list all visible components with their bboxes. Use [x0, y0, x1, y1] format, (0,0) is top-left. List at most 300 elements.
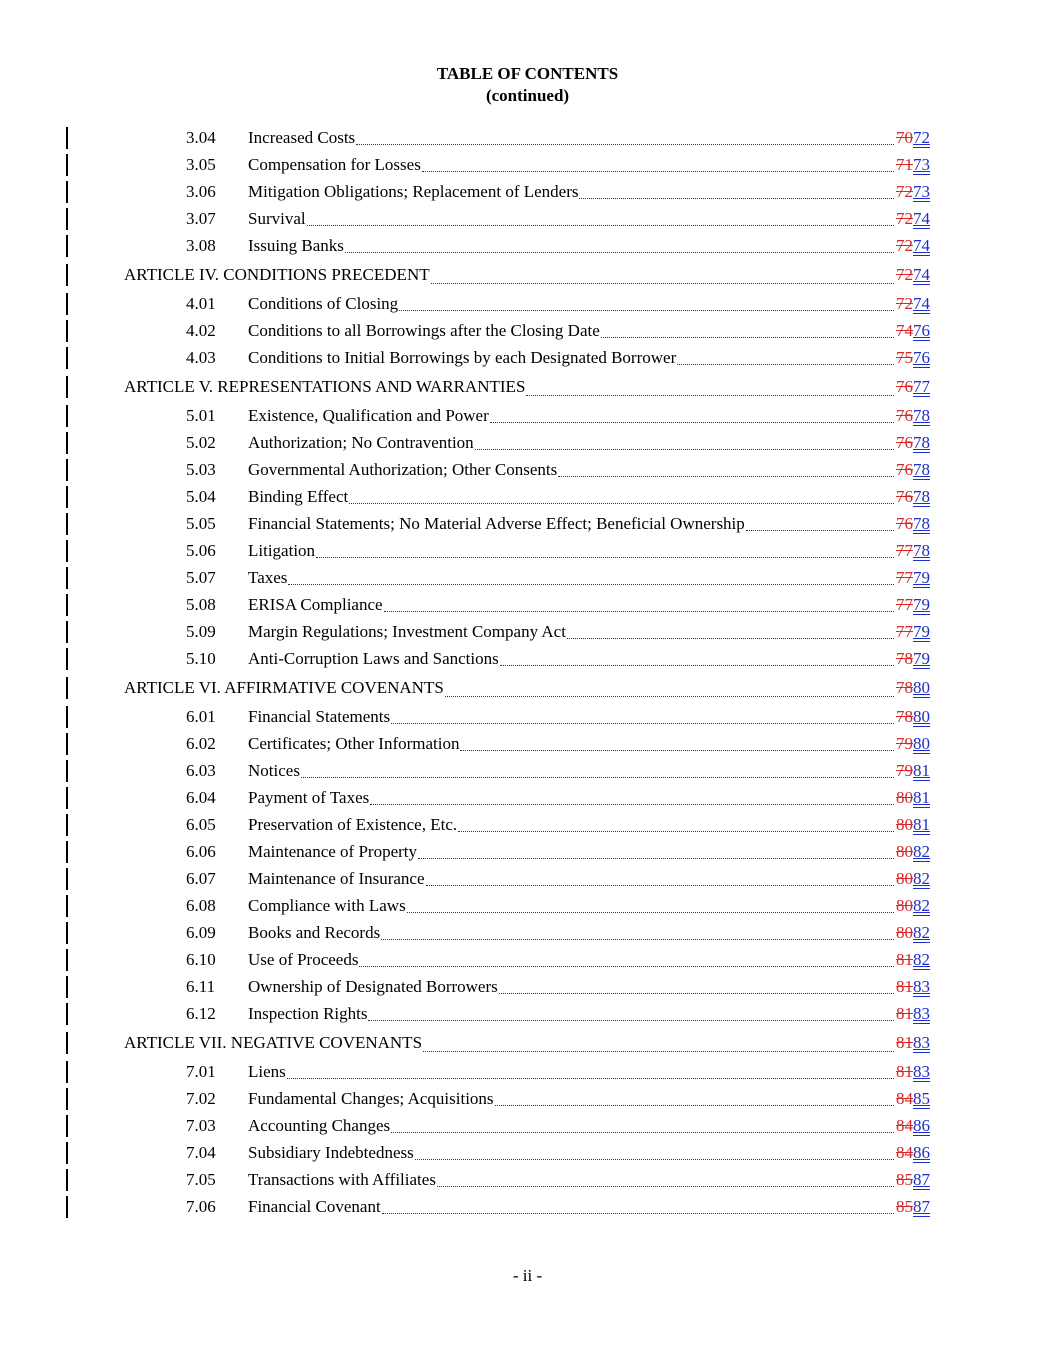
- toc-entry: [248, 1112, 1055, 1139]
- section-title[interactable]: Compliance with Laws: [248, 896, 406, 915]
- section-title[interactable]: Use of Proceeds: [248, 950, 359, 969]
- dot-leader: [391, 1132, 894, 1133]
- toc-section-row[interactable]: [0, 838, 1055, 865]
- toc-section-row[interactable]: [0, 429, 1055, 456]
- dot-leader: [495, 1105, 894, 1106]
- inserted-page-number[interactable]: 76: [913, 321, 930, 340]
- page-reference: [896, 1027, 930, 1058]
- section-title[interactable]: Financial Covenant: [248, 1197, 381, 1216]
- inserted-page-number[interactable]: 73: [913, 155, 930, 174]
- section-number: 6.04: [186, 788, 216, 807]
- page-reference: [896, 344, 930, 371]
- section-number: 4.02: [186, 321, 216, 340]
- toc-entry: [248, 730, 1055, 757]
- toc-entry: [248, 591, 1055, 618]
- deleted-page-number: 80: [896, 869, 913, 888]
- inserted-page-number[interactable]: 82: [913, 923, 930, 942]
- toc-article-row[interactable]: [0, 371, 1055, 402]
- toc-section-row[interactable]: [0, 645, 1055, 672]
- inserted-page-number[interactable]: 74: [913, 236, 930, 255]
- change-bar: [66, 949, 68, 971]
- toc-entry: [248, 892, 1055, 919]
- page-reference: [896, 784, 930, 811]
- section-number: 3.06: [186, 182, 216, 201]
- section-number: 6.09: [186, 923, 216, 942]
- dot-leader: [370, 804, 894, 805]
- toc-section-row[interactable]: [0, 1058, 1055, 1085]
- toc-section-row[interactable]: [0, 973, 1055, 1000]
- page-reference: [896, 483, 930, 510]
- dot-leader: [526, 395, 894, 396]
- deleted-page-number: 76: [896, 433, 913, 452]
- toc-section-row[interactable]: [0, 703, 1055, 730]
- section-title[interactable]: Increased Costs: [248, 128, 356, 147]
- page-reference: [896, 1112, 930, 1139]
- toc-section-row[interactable]: [0, 344, 1055, 371]
- inserted-page-number[interactable]: 82: [913, 950, 930, 969]
- deleted-page-number: 72: [896, 294, 913, 313]
- toc-entry: [248, 757, 1055, 784]
- inserted-page-number[interactable]: 79: [913, 595, 930, 614]
- page-reference: [896, 946, 930, 973]
- deleted-page-number: 84: [896, 1116, 913, 1135]
- page-reference: [896, 1193, 930, 1220]
- page-reference: [896, 205, 930, 232]
- deleted-page-number: 76: [896, 406, 913, 425]
- deleted-page-number: 74: [896, 321, 913, 340]
- dot-leader: [349, 503, 894, 504]
- page-reference: [896, 703, 930, 730]
- inserted-page-number[interactable]: 78: [913, 487, 930, 506]
- toc-list: [0, 124, 1055, 1220]
- section-number: 6.10: [186, 950, 216, 969]
- change-bar: [66, 540, 68, 562]
- toc-entry: [248, 317, 1055, 344]
- section-number: 4.03: [186, 348, 216, 367]
- inserted-page-number[interactable]: 81: [913, 815, 930, 834]
- inserted-page-number[interactable]: 78: [913, 541, 930, 560]
- toc-section-row[interactable]: [0, 1193, 1055, 1220]
- section-number: 6.01: [186, 707, 216, 726]
- deleted-page-number: 81: [896, 1033, 913, 1052]
- page-reference: [896, 865, 930, 892]
- toc-section-row[interactable]: [0, 151, 1055, 178]
- dot-leader: [345, 252, 894, 253]
- section-title[interactable]: Inspection Rights: [248, 1004, 368, 1023]
- toc-entry: [248, 178, 1055, 205]
- section-number: 6.07: [186, 869, 216, 888]
- dot-leader: [399, 310, 894, 311]
- page-reference: [896, 1058, 930, 1085]
- section-title[interactable]: Litigation: [248, 541, 316, 560]
- page-reference: [896, 124, 930, 151]
- inserted-page-number[interactable]: 78: [913, 514, 930, 533]
- deleted-page-number: 72: [896, 209, 913, 228]
- section-title[interactable]: Anti-Corruption Laws and Sanctions: [248, 649, 499, 668]
- toc-section-row[interactable]: [0, 811, 1055, 838]
- dot-leader: [368, 1020, 894, 1021]
- section-number: 6.06: [186, 842, 216, 861]
- dot-leader: [391, 723, 894, 724]
- toc-entry: [248, 973, 1055, 1000]
- toc-section-row[interactable]: [0, 919, 1055, 946]
- article-title[interactable]: ARTICLE IV. CONDITIONS PRECEDENT: [124, 265, 430, 284]
- dot-leader: [288, 584, 894, 585]
- deleted-page-number: 76: [896, 514, 913, 533]
- section-title[interactable]: Existence, Qualification and Power: [248, 406, 489, 425]
- change-bar: [66, 1003, 68, 1025]
- change-bar: [66, 264, 68, 286]
- section-title[interactable]: ERISA Compliance: [248, 595, 383, 614]
- toc-entry: [248, 205, 1055, 232]
- toc-section-row[interactable]: [0, 456, 1055, 483]
- change-bar: [66, 677, 68, 699]
- section-number: 3.04: [186, 128, 216, 147]
- toc-entry: [124, 259, 1055, 290]
- inserted-page-number[interactable]: 87: [913, 1197, 930, 1216]
- change-bar: [66, 293, 68, 315]
- toc-section-row[interactable]: [0, 1139, 1055, 1166]
- toc-section-row[interactable]: [0, 124, 1055, 151]
- inserted-page-number[interactable]: 74: [913, 265, 930, 284]
- page-reference: [896, 645, 930, 672]
- section-title[interactable]: Payment of Taxes: [248, 788, 370, 807]
- toc-section-row[interactable]: [0, 946, 1055, 973]
- toc-entry: [248, 564, 1055, 591]
- dot-leader: [500, 665, 894, 666]
- section-title[interactable]: Certificates; Other Information: [248, 734, 460, 753]
- toc-entry: [248, 838, 1055, 865]
- section-number: 5.04: [186, 487, 216, 506]
- toc-section-row[interactable]: [0, 892, 1055, 919]
- page-reference: [896, 973, 930, 1000]
- section-number: 3.07: [186, 209, 216, 228]
- change-bar: [66, 513, 68, 535]
- change-bar: [66, 1169, 68, 1191]
- deleted-page-number: 85: [896, 1197, 913, 1216]
- section-title[interactable]: Fundamental Changes; Acquisitions: [248, 1089, 494, 1108]
- section-number: 6.03: [186, 761, 216, 780]
- inserted-page-number[interactable]: 74: [913, 294, 930, 313]
- toc-section-row[interactable]: [0, 1166, 1055, 1193]
- dot-leader: [423, 1051, 894, 1052]
- inserted-page-number[interactable]: 83: [913, 1033, 930, 1052]
- page-reference: [896, 672, 930, 703]
- toc-entry: [248, 232, 1055, 259]
- section-title[interactable]: Accounting Changes: [248, 1116, 391, 1135]
- page-reference: [896, 151, 930, 178]
- section-number: 7.04: [186, 1143, 216, 1162]
- toc-section-row[interactable]: [0, 510, 1055, 537]
- section-title[interactable]: Issuing Banks: [248, 236, 344, 255]
- dot-leader: [407, 912, 894, 913]
- toc-section-row[interactable]: [0, 618, 1055, 645]
- section-title[interactable]: Taxes: [248, 568, 288, 587]
- page-reference: [896, 232, 930, 259]
- section-number: 7.02: [186, 1089, 216, 1108]
- toc-entry: [248, 645, 1055, 672]
- change-bar: [66, 376, 68, 398]
- inserted-page-number[interactable]: 79: [913, 568, 930, 587]
- page-reference: [896, 919, 930, 946]
- section-title[interactable]: Conditions to Initial Borrowings by each Designated Borrower: [248, 348, 677, 367]
- section-title[interactable]: Governmental Authorization; Other Consents: [248, 460, 558, 479]
- inserted-page-number[interactable]: 80: [913, 707, 930, 726]
- section-number: 5.06: [186, 541, 216, 560]
- toc-section-row[interactable]: [0, 784, 1055, 811]
- inserted-page-number[interactable]: 85: [913, 1089, 930, 1108]
- inserted-page-number[interactable]: 87: [913, 1170, 930, 1189]
- section-title[interactable]: Compensation for Losses: [248, 155, 421, 174]
- page-reference: [896, 402, 930, 429]
- change-bar: [66, 127, 68, 149]
- deleted-page-number: 71: [896, 155, 913, 174]
- dot-leader: [475, 449, 894, 450]
- dot-leader: [359, 966, 894, 967]
- section-title[interactable]: Liens: [248, 1062, 286, 1081]
- section-title[interactable]: Survival: [248, 209, 306, 228]
- toc-entry: [248, 784, 1055, 811]
- dot-leader: [499, 993, 894, 994]
- dot-leader: [558, 476, 894, 477]
- section-number: 7.06: [186, 1197, 216, 1216]
- section-title[interactable]: Margin Regulations; Investment Company Act: [248, 622, 566, 641]
- toc-section-row[interactable]: [0, 1085, 1055, 1112]
- deleted-page-number: 80: [896, 815, 913, 834]
- change-bar: [66, 706, 68, 728]
- change-bar: [66, 1115, 68, 1137]
- section-title[interactable]: Transactions with Affiliates: [248, 1170, 436, 1189]
- change-bar: [66, 1196, 68, 1218]
- change-bar: [66, 922, 68, 944]
- toc-section-row[interactable]: [0, 483, 1055, 510]
- section-title[interactable]: Preservation of Existence, Etc.: [248, 815, 458, 834]
- change-bar: [66, 814, 68, 836]
- section-title[interactable]: Conditions to all Borrowings after the Closing Date: [248, 321, 600, 340]
- toc-entry: [248, 1193, 1055, 1220]
- dot-leader: [415, 1159, 894, 1160]
- change-bar: [66, 486, 68, 508]
- inserted-page-number[interactable]: 82: [913, 842, 930, 861]
- inserted-page-number[interactable]: 83: [913, 1062, 930, 1081]
- deleted-page-number: 77: [896, 541, 913, 560]
- toc-section-row[interactable]: [0, 178, 1055, 205]
- section-number: 6.11: [186, 977, 216, 996]
- dot-leader: [418, 858, 894, 859]
- dot-leader: [458, 831, 894, 832]
- inserted-page-number[interactable]: 83: [913, 977, 930, 996]
- section-title[interactable]: Maintenance of Property: [248, 842, 417, 861]
- change-bar: [66, 621, 68, 643]
- section-title[interactable]: Books and Records: [248, 923, 381, 942]
- inserted-page-number[interactable]: 79: [913, 649, 930, 668]
- inserted-page-number[interactable]: 74: [913, 209, 930, 228]
- section-number: 7.03: [186, 1116, 216, 1135]
- change-bar: [66, 208, 68, 230]
- toc-entry: [248, 618, 1055, 645]
- inserted-page-number[interactable]: 81: [913, 788, 930, 807]
- toc-entry: [248, 483, 1055, 510]
- page-reference: [896, 591, 930, 618]
- deleted-page-number: 78: [896, 678, 913, 697]
- toc-entry: [248, 290, 1055, 317]
- page-reference: [896, 1139, 930, 1166]
- inserted-page-number[interactable]: 78: [913, 460, 930, 479]
- change-bar: [66, 405, 68, 427]
- change-bar: [66, 895, 68, 917]
- dot-leader: [287, 1078, 894, 1079]
- section-title[interactable]: Authorization; No Contravention: [248, 433, 474, 452]
- toc-entry: [248, 402, 1055, 429]
- deleted-page-number: 78: [896, 707, 913, 726]
- toc-section-row[interactable]: [0, 232, 1055, 259]
- deleted-page-number: 80: [896, 896, 913, 915]
- change-bar: [66, 432, 68, 454]
- change-bar: [66, 787, 68, 809]
- section-title[interactable]: Binding Effect: [248, 487, 349, 506]
- change-bar: [66, 320, 68, 342]
- inserted-page-number[interactable]: 78: [913, 433, 930, 452]
- toc-entry: [248, 919, 1055, 946]
- dot-leader: [381, 939, 894, 940]
- dot-leader: [426, 885, 894, 886]
- page-reference: [896, 510, 930, 537]
- section-number: 4.01: [186, 294, 216, 313]
- inserted-page-number[interactable]: 76: [913, 348, 930, 367]
- toc-section-row[interactable]: [0, 564, 1055, 591]
- page-reference: [896, 317, 930, 344]
- toc-entry: [248, 865, 1055, 892]
- section-number: 7.05: [186, 1170, 216, 1189]
- deleted-page-number: 77: [896, 595, 913, 614]
- page-reference: [896, 178, 930, 205]
- dot-leader: [307, 225, 894, 226]
- page-reference: [896, 1166, 930, 1193]
- section-title[interactable]: Ownership of Designated Borrowers: [248, 977, 498, 996]
- change-bar: [66, 235, 68, 257]
- dot-leader: [382, 1213, 894, 1214]
- inserted-page-number[interactable]: 82: [913, 869, 930, 888]
- toc-section-row[interactable]: [0, 290, 1055, 317]
- toc-section-row[interactable]: [0, 537, 1055, 564]
- toc-section-row[interactable]: [0, 865, 1055, 892]
- page-reference: [896, 1000, 930, 1027]
- deleted-page-number: 81: [896, 1004, 913, 1023]
- toc-article-row[interactable]: [0, 1027, 1055, 1058]
- section-title[interactable]: Financial Statements; No Material Adverse Effect; Beneficial Ownership: [248, 514, 745, 533]
- article-title[interactable]: ARTICLE VI. AFFIRMATIVE COVENANTS: [124, 678, 444, 697]
- deleted-page-number: 70: [896, 128, 913, 147]
- toc-entry: [248, 537, 1055, 564]
- section-title[interactable]: Conditions of Closing: [248, 294, 399, 313]
- deleted-page-number: 79: [896, 761, 913, 780]
- deleted-page-number: 81: [896, 977, 913, 996]
- change-bar: [66, 1032, 68, 1054]
- inserted-page-number[interactable]: 79: [913, 622, 930, 641]
- inserted-page-number[interactable]: 77: [913, 377, 930, 396]
- deleted-page-number: 85: [896, 1170, 913, 1189]
- dot-leader: [422, 171, 894, 172]
- toc-article-row[interactable]: [0, 672, 1055, 703]
- toc-article-row[interactable]: [0, 259, 1055, 290]
- toc-section-row[interactable]: [0, 730, 1055, 757]
- toc-entry: [124, 371, 1055, 402]
- toc-entry: [248, 429, 1055, 456]
- toc-title: TABLE OF CONTENTS: [436, 64, 619, 83]
- deleted-page-number: 72: [896, 236, 913, 255]
- inserted-page-number[interactable]: 83: [913, 1004, 930, 1023]
- deleted-page-number: 76: [896, 487, 913, 506]
- deleted-page-number: 77: [896, 622, 913, 641]
- section-number: 6.02: [186, 734, 216, 753]
- toc-section-row[interactable]: [0, 1112, 1055, 1139]
- toc-entry: [248, 124, 1055, 151]
- page-reference: [896, 537, 930, 564]
- dot-leader: [460, 750, 894, 751]
- section-title[interactable]: Mitigation Obligations; Replacement of Lenders: [248, 182, 579, 201]
- deleted-page-number: 81: [896, 1062, 913, 1081]
- toc-entry: [248, 151, 1055, 178]
- change-bar: [66, 1088, 68, 1110]
- change-bar: [66, 594, 68, 616]
- dot-leader: [579, 198, 894, 199]
- section-title[interactable]: Notices: [248, 761, 300, 780]
- toc-section-row[interactable]: [0, 402, 1055, 429]
- inserted-page-number[interactable]: 80: [913, 678, 930, 697]
- inserted-page-number[interactable]: 73: [913, 182, 930, 201]
- toc-entry: [248, 456, 1055, 483]
- article-title[interactable]: ARTICLE V. REPRESENTATIONS AND WARRANTIES: [124, 377, 526, 396]
- toc-subtitle: (continued): [485, 86, 570, 105]
- inserted-page-number[interactable]: 86: [913, 1143, 930, 1162]
- toc-section-row[interactable]: [0, 757, 1055, 784]
- dot-leader: [356, 144, 894, 145]
- inserted-page-number[interactable]: 78: [913, 406, 930, 425]
- inserted-page-number[interactable]: 86: [913, 1116, 930, 1135]
- inserted-page-number[interactable]: 81: [913, 761, 930, 780]
- inserted-page-number[interactable]: 80: [913, 734, 930, 753]
- toc-section-row[interactable]: [0, 317, 1055, 344]
- toc-entry: [248, 946, 1055, 973]
- deleted-page-number: 79: [896, 734, 913, 753]
- change-bar: [66, 760, 68, 782]
- page-reference: [896, 757, 930, 784]
- section-title[interactable]: Maintenance of Insurance: [248, 869, 425, 888]
- change-bar: [66, 733, 68, 755]
- section-number: 5.01: [186, 406, 216, 425]
- toc-section-row[interactable]: [0, 591, 1055, 618]
- page-reference: [896, 371, 930, 402]
- dot-leader: [384, 611, 894, 612]
- toc-entry: [248, 1058, 1055, 1085]
- deleted-page-number: 77: [896, 568, 913, 587]
- section-number: 3.05: [186, 155, 216, 174]
- section-title[interactable]: Financial Statements: [248, 707, 391, 726]
- toc-section-row[interactable]: [0, 1000, 1055, 1027]
- dot-leader: [437, 1186, 894, 1187]
- article-title[interactable]: ARTICLE VII. NEGATIVE COVENANTS: [124, 1033, 423, 1052]
- dot-leader: [445, 696, 894, 697]
- section-number: 6.12: [186, 1004, 216, 1023]
- toc-section-row[interactable]: [0, 205, 1055, 232]
- inserted-page-number[interactable]: 82: [913, 896, 930, 915]
- toc-entry: [248, 344, 1055, 371]
- inserted-page-number[interactable]: 72: [913, 128, 930, 147]
- section-title[interactable]: Subsidiary Indebtedness: [248, 1143, 414, 1162]
- page-reference: [896, 290, 930, 317]
- page-reference: [896, 1085, 930, 1112]
- toc-entry: [248, 703, 1055, 730]
